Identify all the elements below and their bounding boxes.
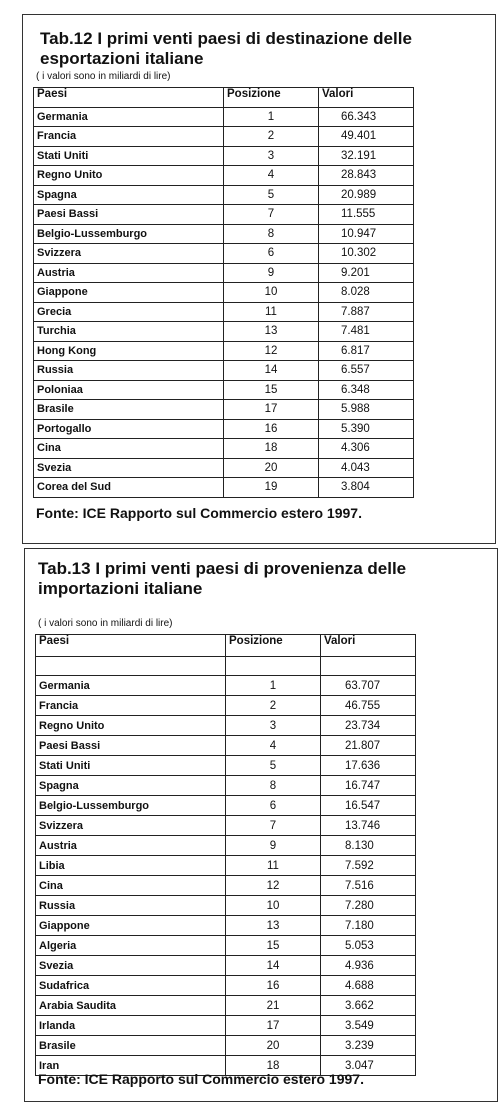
table-row bbox=[36, 996, 416, 1016]
table-row bbox=[34, 361, 414, 381]
position-cell: 5 bbox=[224, 185, 319, 205]
country-cell: Grecia bbox=[34, 302, 224, 322]
position-cell: 11 bbox=[226, 856, 321, 876]
spacer-cell bbox=[321, 657, 416, 676]
table-row bbox=[36, 936, 416, 956]
column-header-value: Valori bbox=[319, 88, 414, 108]
country-cell: Belgio-Lussemburgo bbox=[34, 224, 224, 244]
value-cell: 5.390 bbox=[319, 419, 414, 439]
country-cell: Belgio-Lussemburgo bbox=[36, 796, 226, 816]
value-cell: 16.547 bbox=[321, 796, 416, 816]
table-row bbox=[34, 380, 414, 400]
position-cell: 3 bbox=[224, 146, 319, 166]
value-cell: 11.555 bbox=[319, 205, 414, 225]
value-cell: 6.557 bbox=[319, 361, 414, 381]
value-cell: 20.989 bbox=[319, 185, 414, 205]
country-cell: Hong Kong bbox=[34, 341, 224, 361]
table-row bbox=[36, 916, 416, 936]
country-cell: Svezia bbox=[36, 956, 226, 976]
value-cell: 3.047 bbox=[321, 1056, 416, 1076]
value-cell: 3.239 bbox=[321, 1036, 416, 1056]
table-row bbox=[36, 956, 416, 976]
table-row bbox=[34, 478, 414, 498]
position-cell: 4 bbox=[224, 166, 319, 186]
table-subtitle: ( i valori sono in miliardi di lire) bbox=[38, 618, 173, 629]
exports-table-body bbox=[34, 107, 414, 497]
country-cell: Germania bbox=[36, 676, 226, 696]
position-cell: 4 bbox=[226, 736, 321, 756]
spacer-cell bbox=[226, 657, 321, 676]
position-cell: 6 bbox=[226, 796, 321, 816]
position-cell: 11 bbox=[224, 302, 319, 322]
table-row bbox=[34, 322, 414, 342]
country-cell: Austria bbox=[36, 836, 226, 856]
country-cell: Russia bbox=[34, 361, 224, 381]
table-title: Tab.12 I primi venti paesi di destinazione delle esportazioni italiane bbox=[40, 29, 412, 68]
country-cell: Algeria bbox=[36, 936, 226, 956]
value-cell: 63.707 bbox=[321, 676, 416, 696]
value-cell: 3.549 bbox=[321, 1016, 416, 1036]
value-cell: 4.306 bbox=[319, 439, 414, 459]
country-cell: Poloniaa bbox=[34, 380, 224, 400]
country-cell: Francia bbox=[34, 127, 224, 147]
position-cell: 9 bbox=[224, 263, 319, 283]
value-cell: 5.053 bbox=[321, 936, 416, 956]
country-cell: Iran bbox=[36, 1056, 226, 1076]
country-cell: Portogallo bbox=[34, 419, 224, 439]
position-cell: 10 bbox=[224, 283, 319, 303]
table-row bbox=[34, 244, 414, 264]
value-cell: 7.280 bbox=[321, 896, 416, 916]
value-cell: 3.804 bbox=[319, 478, 414, 498]
value-cell: 28.843 bbox=[319, 166, 414, 186]
table-row bbox=[34, 146, 414, 166]
position-cell: 16 bbox=[224, 419, 319, 439]
table-header-row bbox=[34, 88, 414, 108]
table-subtitle: ( i valori sono in miliardi di lire) bbox=[36, 71, 171, 82]
table-row bbox=[36, 976, 416, 996]
country-cell: Libia bbox=[36, 856, 226, 876]
position-cell: 12 bbox=[224, 341, 319, 361]
position-cell: 1 bbox=[224, 107, 319, 127]
position-cell: 17 bbox=[226, 1016, 321, 1036]
table-row bbox=[36, 876, 416, 896]
table-row bbox=[34, 302, 414, 322]
column-header-position: Posizione bbox=[224, 88, 319, 108]
value-cell: 8.028 bbox=[319, 283, 414, 303]
value-cell: 66.343 bbox=[319, 107, 414, 127]
country-cell: Paesi Bassi bbox=[34, 205, 224, 225]
country-cell: Giappone bbox=[34, 283, 224, 303]
value-cell: 23.734 bbox=[321, 716, 416, 736]
table-row bbox=[34, 263, 414, 283]
exports-table bbox=[33, 87, 414, 498]
position-cell: 20 bbox=[224, 458, 319, 478]
value-cell: 5.988 bbox=[319, 400, 414, 420]
table-row bbox=[34, 127, 414, 147]
country-cell: Cina bbox=[34, 439, 224, 459]
table-row bbox=[36, 736, 416, 756]
position-cell: 14 bbox=[224, 361, 319, 381]
imports-table-body bbox=[36, 676, 416, 1076]
position-cell: 15 bbox=[224, 380, 319, 400]
table-row bbox=[34, 341, 414, 361]
country-cell: Corea del Sud bbox=[34, 478, 224, 498]
position-cell: 19 bbox=[224, 478, 319, 498]
position-cell: 9 bbox=[226, 836, 321, 856]
table-row bbox=[34, 166, 414, 186]
position-cell: 10 bbox=[226, 896, 321, 916]
value-cell: 3.662 bbox=[321, 996, 416, 1016]
table-row bbox=[36, 776, 416, 796]
value-cell: 8.130 bbox=[321, 836, 416, 856]
table-panel-imports bbox=[24, 548, 498, 1102]
value-cell: 7.516 bbox=[321, 876, 416, 896]
position-cell: 5 bbox=[226, 756, 321, 776]
value-cell: 7.887 bbox=[319, 302, 414, 322]
country-cell: Regno Unito bbox=[36, 716, 226, 736]
country-cell: Austria bbox=[34, 263, 224, 283]
column-header-country: Paesi bbox=[34, 88, 224, 108]
table-row bbox=[36, 896, 416, 916]
country-cell: Svizzera bbox=[34, 244, 224, 264]
value-cell: 6.348 bbox=[319, 380, 414, 400]
imports-table bbox=[35, 634, 416, 1076]
country-cell: Paesi Bassi bbox=[36, 736, 226, 756]
position-cell: 1 bbox=[226, 676, 321, 696]
value-cell: 16.747 bbox=[321, 776, 416, 796]
position-cell: 13 bbox=[226, 916, 321, 936]
value-cell: 7.180 bbox=[321, 916, 416, 936]
value-cell: 9.201 bbox=[319, 263, 414, 283]
table-row bbox=[34, 458, 414, 478]
table-row bbox=[34, 400, 414, 420]
table-row bbox=[36, 716, 416, 736]
table-source: Fonte: ICE Rapporto sul Commercio estero 1997. bbox=[36, 505, 362, 521]
position-cell: 14 bbox=[226, 956, 321, 976]
value-cell: 17.636 bbox=[321, 756, 416, 776]
country-cell: Spagna bbox=[34, 185, 224, 205]
column-header-position: Posizione bbox=[226, 635, 321, 657]
table-row bbox=[36, 696, 416, 716]
position-cell: 12 bbox=[226, 876, 321, 896]
table-spacer-row bbox=[36, 657, 416, 676]
position-cell: 18 bbox=[224, 439, 319, 459]
country-cell: Russia bbox=[36, 896, 226, 916]
table-header-row bbox=[36, 635, 416, 657]
table-row bbox=[36, 676, 416, 696]
country-cell: Cina bbox=[36, 876, 226, 896]
country-cell: Irlanda bbox=[36, 1016, 226, 1036]
table-row bbox=[34, 224, 414, 244]
country-cell: Arabia Saudita bbox=[36, 996, 226, 1016]
table-row bbox=[36, 856, 416, 876]
value-cell: 46.755 bbox=[321, 696, 416, 716]
table-row bbox=[36, 816, 416, 836]
country-cell: Regno Unito bbox=[34, 166, 224, 186]
value-cell: 6.817 bbox=[319, 341, 414, 361]
country-cell: Sudafrica bbox=[36, 976, 226, 996]
value-cell: 49.401 bbox=[319, 127, 414, 147]
position-cell: 2 bbox=[226, 696, 321, 716]
column-header-value: Valori bbox=[321, 635, 416, 657]
table-row bbox=[34, 205, 414, 225]
position-cell: 17 bbox=[224, 400, 319, 420]
position-cell: 7 bbox=[226, 816, 321, 836]
position-cell: 18 bbox=[226, 1056, 321, 1076]
table-row bbox=[36, 836, 416, 856]
table-row bbox=[34, 419, 414, 439]
value-cell: 21.807 bbox=[321, 736, 416, 756]
position-cell: 8 bbox=[224, 224, 319, 244]
value-cell: 10.302 bbox=[319, 244, 414, 264]
table-row bbox=[36, 796, 416, 816]
table-row bbox=[36, 1016, 416, 1036]
country-cell: Svezia bbox=[34, 458, 224, 478]
value-cell: 4.688 bbox=[321, 976, 416, 996]
country-cell: Stati Uniti bbox=[36, 756, 226, 776]
value-cell: 10.947 bbox=[319, 224, 414, 244]
country-cell: Turchia bbox=[34, 322, 224, 342]
position-cell: 21 bbox=[226, 996, 321, 1016]
country-cell: Francia bbox=[36, 696, 226, 716]
value-cell: 4.936 bbox=[321, 956, 416, 976]
table-source: Fonte: ICE Rapporto sul Commercio estero 1997. bbox=[38, 1071, 364, 1087]
position-cell: 20 bbox=[226, 1036, 321, 1056]
country-cell: Brasile bbox=[34, 400, 224, 420]
country-cell: Stati Uniti bbox=[34, 146, 224, 166]
position-cell: 6 bbox=[224, 244, 319, 264]
position-cell: 16 bbox=[226, 976, 321, 996]
country-cell: Germania bbox=[34, 107, 224, 127]
value-cell: 4.043 bbox=[319, 458, 414, 478]
table-row bbox=[34, 107, 414, 127]
spacer-cell bbox=[36, 657, 226, 676]
value-cell: 32.191 bbox=[319, 146, 414, 166]
country-cell: Giappone bbox=[36, 916, 226, 936]
table-row bbox=[34, 439, 414, 459]
position-cell: 15 bbox=[226, 936, 321, 956]
table-title: Tab.13 I primi venti paesi di provenienza delle importazioni italiane bbox=[38, 559, 407, 598]
value-cell: 7.592 bbox=[321, 856, 416, 876]
column-header-country: Paesi bbox=[36, 635, 226, 657]
position-cell: 2 bbox=[224, 127, 319, 147]
table-panel-exports bbox=[22, 14, 496, 544]
table-row bbox=[34, 185, 414, 205]
position-cell: 8 bbox=[226, 776, 321, 796]
table-row bbox=[36, 1036, 416, 1056]
table-row bbox=[34, 283, 414, 303]
value-cell: 13.746 bbox=[321, 816, 416, 836]
country-cell: Brasile bbox=[36, 1036, 226, 1056]
position-cell: 3 bbox=[226, 716, 321, 736]
position-cell: 13 bbox=[224, 322, 319, 342]
value-cell: 7.481 bbox=[319, 322, 414, 342]
position-cell: 7 bbox=[224, 205, 319, 225]
country-cell: Svizzera bbox=[36, 816, 226, 836]
country-cell: Spagna bbox=[36, 776, 226, 796]
table-row bbox=[36, 756, 416, 776]
